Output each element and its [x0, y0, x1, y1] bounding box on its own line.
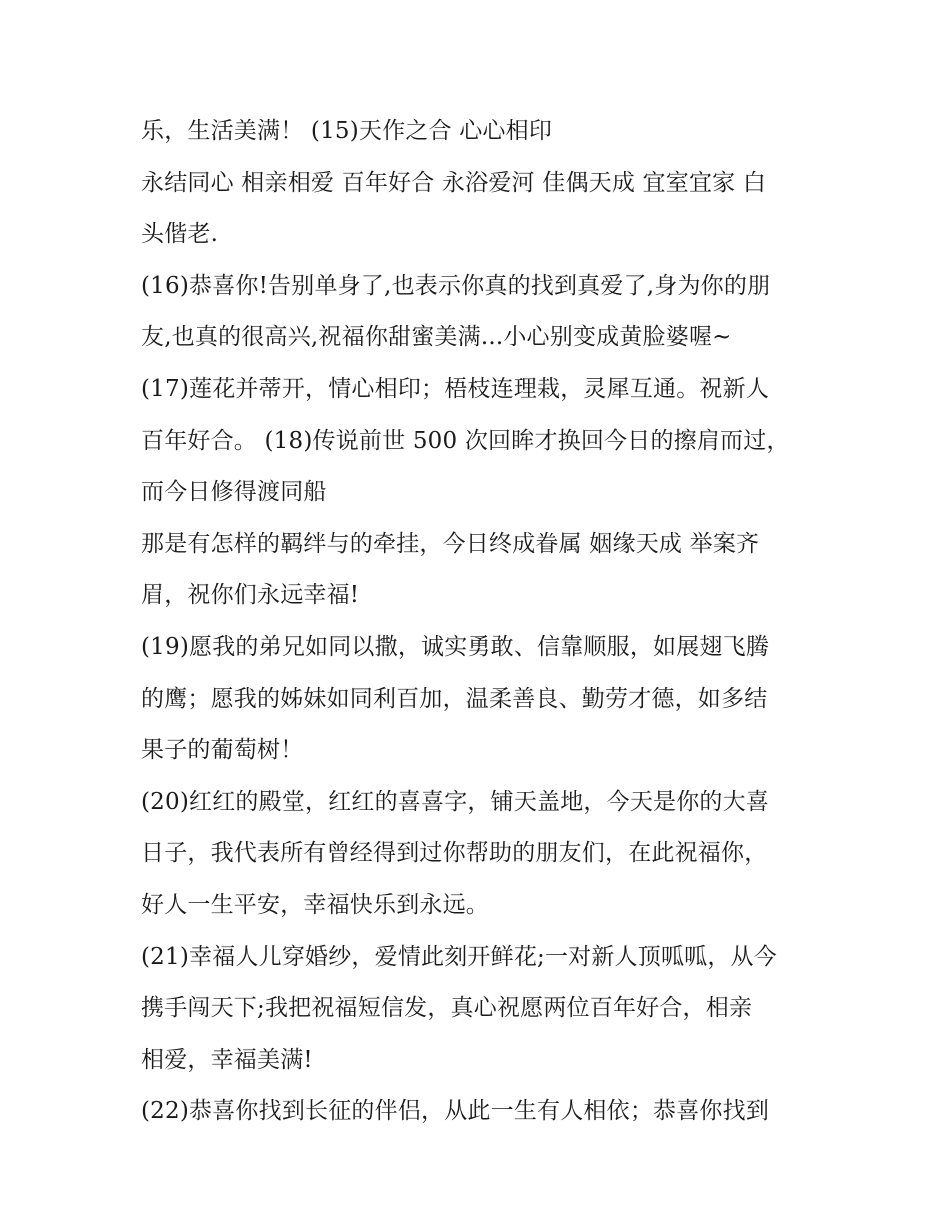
text-line: 百年好合。 (18)传说前世 500 次回眸才换回今日的擦肩而过，: [141, 427, 790, 454]
text-line: (17)莲花并蒂开，情心相印；梧枝连理栽，灵犀互通。祝新人: [141, 375, 770, 402]
text-line: (19)愿我的弟兄如同以撒，诚实勇敢、信靠顺服，如展翅飞腾: [141, 633, 770, 660]
text-line: 果子的葡萄树！: [141, 737, 304, 764]
text-line: 日子，我代表所有曾经得到过你帮助的朋友们，在此祝福你，: [141, 840, 768, 867]
text-line: 乐，生活美满！ (15)天作之合 心心相印: [141, 118, 553, 144]
text-line: 那是有怎样的羁绊与的牵挂，今日终成眷属 姻缘天成 举案齐: [141, 530, 760, 557]
text-line: (16)恭喜你!告别单身了,也表示你真的找到真爱了,身为你的朋: [141, 272, 771, 299]
text-line: 永结同心 相亲相爱 百年好合 永浴爱河 佳偶天成 宜室宜家 白: [141, 169, 767, 196]
text-line: 相爱，幸福美满!: [141, 1046, 313, 1073]
text-line: 友,也真的很高兴,祝福你甜蜜美满...小心别变成黄脸婆喔~: [141, 324, 732, 351]
text-line: 而今日修得渡同船: [141, 479, 327, 506]
text-line: (22)恭喜你找到长征的伴侣，从此一生有人相依；恭喜你找到: [141, 1098, 770, 1125]
text-line: 的鹰；愿我的姊妹如同利百加，温柔善良、勤劳才德，如多结: [141, 685, 768, 712]
text-line: 携手闯天下;我把祝福短信发，真心祝愿两位百年好合，相亲: [141, 995, 753, 1022]
text-line: (21)幸福人儿穿婚纱，爱情此刻开鲜花;一对新人顶呱呱，从今: [141, 943, 777, 970]
text-line: 头偕老.: [141, 221, 219, 248]
text-line: 眉，祝你们永远幸福!: [141, 582, 360, 609]
text-line: 好人一生平安，幸福快乐到永远。: [141, 891, 489, 918]
text-line: (20)红红的殿堂，红红的喜喜字，铺天盖地，今天是你的大喜: [141, 788, 770, 815]
document-body: [141, 106, 821, 1138]
